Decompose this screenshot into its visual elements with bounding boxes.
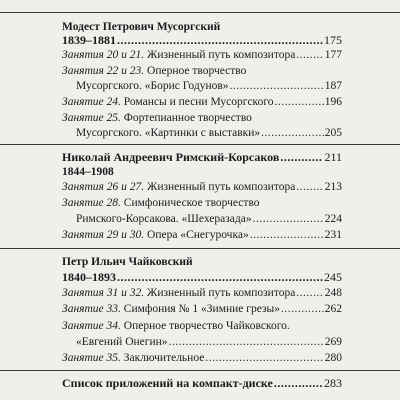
leader-dots (280, 150, 323, 164)
leader-dots (275, 95, 324, 109)
toc-entry (62, 302, 342, 316)
page-number: 280 (324, 352, 342, 364)
lesson-label: Занятия 20 и 21. (62, 49, 145, 61)
composer-years: 1844–1908 (62, 166, 114, 178)
entry-title-line2: Римского-Корсакова. «Шехеразада» (76, 213, 252, 225)
toc-entry-line2 (62, 126, 342, 140)
entry-title: Симфония № 1 «Зимние грезы» (123, 303, 280, 315)
page-number: 269 (324, 336, 342, 348)
toc-entry (62, 228, 342, 242)
composer-years: 1839–1881 (62, 33, 116, 47)
composer-years-row (62, 33, 342, 47)
entry-title: Заключительное (123, 352, 205, 364)
toc-entry-line2 (62, 335, 342, 349)
toc-entry-line1 (62, 64, 246, 78)
entry-title-line2: Мусоргского. «Картинки с выставки» (76, 127, 261, 139)
section-divider (0, 370, 400, 371)
toc-entry (62, 48, 342, 62)
section-divider (0, 144, 400, 145)
lesson-label: Занятия 26 и 27. (62, 181, 145, 193)
toc-entry-line2 (62, 79, 342, 93)
lesson-label: Занятие 25. (62, 112, 121, 124)
page-number: 224 (324, 213, 342, 225)
entry-title-line2: «Евгений Онегин» (76, 336, 168, 348)
entry-title: Жизненный путь композитора (147, 287, 296, 299)
entry-title-line1: Оперное творчество (147, 65, 247, 77)
composer-years: 1840–1893 (62, 270, 116, 284)
lesson-label: Занятие 33. (62, 303, 121, 315)
leader-dots (274, 376, 323, 390)
lesson-label: Занятие 35. (62, 352, 121, 364)
leader-dots (296, 180, 323, 194)
entry-title: Жизненный путь композитора (147, 49, 296, 61)
lesson-label: Занятия 31 и 32. (62, 287, 145, 299)
entry-title: Жизненный путь композитора (147, 181, 296, 193)
page-number: 177 (324, 49, 342, 61)
entry-title: Опера «Снегурочка» (147, 229, 249, 241)
leader-dots (169, 335, 324, 349)
composer-heading: Петр Ильич Чайковский (62, 256, 193, 268)
page-number: 262 (324, 303, 342, 315)
lesson-label: Занятие 34. (62, 320, 121, 332)
entry-title-line1: Симфоническое творчество (123, 197, 260, 209)
page-number: 213 (324, 181, 342, 193)
entry-title-line2: Мусоргского. «Борис Годунов» (76, 80, 229, 92)
toc-entry (62, 286, 342, 300)
page-number: 196 (324, 96, 342, 108)
leader-dots (296, 286, 323, 300)
page-number: 231 (324, 229, 342, 241)
composer-heading: Николай Андреевич Римский-Корсаков (62, 150, 280, 164)
appendix-label: Список приложений на компакт-диске (62, 376, 273, 390)
leader-dots (117, 33, 323, 47)
toc-entry-line1 (62, 319, 290, 333)
toc-entry-line1 (62, 111, 252, 125)
page-number: 205 (324, 127, 342, 139)
appendix-row (62, 376, 342, 390)
page-number: 248 (324, 287, 342, 299)
page-number: 175 (324, 33, 342, 47)
entry-title-line1: Фортепианное творчество (123, 112, 252, 124)
entry-title: Романсы и песни Мусоргского (123, 96, 274, 108)
composer-heading-row (62, 150, 342, 164)
leader-dots (250, 228, 324, 242)
composer-heading: Модест Петрович Мусоргский (62, 21, 221, 33)
lesson-label: Занятия 22 и 23. (62, 65, 145, 77)
leader-dots (117, 270, 323, 284)
leader-dots (253, 212, 324, 226)
lesson-label: Занятия 29 и 30. (62, 229, 145, 241)
entry-title-line1: Оперное творчество Чайковского. (123, 320, 290, 332)
page-number: 187 (324, 80, 342, 92)
page-number: 211 (324, 150, 342, 164)
toc-entry (62, 351, 342, 365)
leader-dots (261, 126, 324, 140)
toc-entry-line2 (62, 212, 342, 226)
section-divider (0, 12, 400, 13)
page-number: 283 (324, 376, 342, 390)
leader-dots (230, 79, 324, 93)
leader-dots (281, 302, 324, 316)
toc-entry (62, 95, 342, 109)
composer-years-row (62, 270, 342, 284)
page-number: 245 (324, 270, 342, 284)
leader-dots (205, 351, 323, 365)
toc-entry (62, 180, 342, 194)
section-divider (0, 248, 400, 249)
lesson-label: Занятие 24. (62, 96, 121, 108)
leader-dots (296, 48, 323, 62)
toc-entry-line1 (62, 196, 260, 210)
lesson-label: Занятие 28. (62, 197, 121, 209)
